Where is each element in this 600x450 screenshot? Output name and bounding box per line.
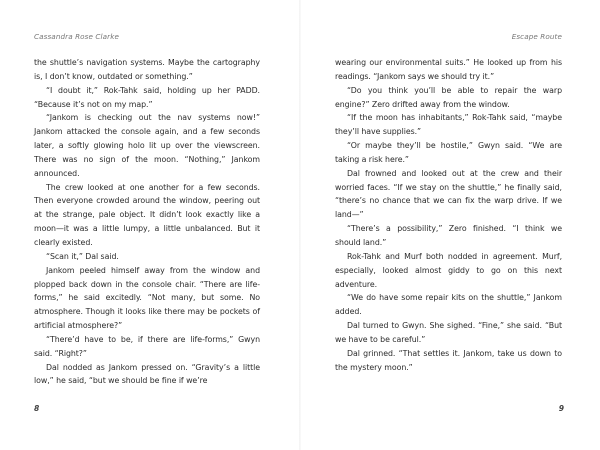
paragraph: “I doubt it,” Rok-Tahk said, holding up her PADD. “Because it’s not on my map.” (34, 85, 260, 109)
paragraph: Dal grinned. “That settles it. Jankom, take us down to the mystery moon.” (335, 348, 562, 372)
paragraph: “There’s a possibility,” Zero finished. “I think we should land.” (335, 224, 562, 247)
paragraph: The crew looked at one another for a few seconds. Then everyone crowded around the window, peering out at the strange, pale object. It didn’t look exactly like a moon—it was a little lumpy, a little unbalanced. But it clearly existed. (34, 182, 260, 247)
paragraph: the shuttle’s navigation systems. Maybe the cartography is, I don’t know, outdated or something.” (34, 58, 260, 81)
paragraph: “Scan it,” Dal said. (46, 251, 119, 261)
running-head-author: Cassandra Rose Clarke (34, 32, 119, 41)
paragraph: wearing our environmental suits.” He looked up from his readings. “Jankom says we should try it.” (335, 58, 562, 81)
paragraph: Rok-Tahk and Murf both nodded in agreement. Murf, especially, looked almost giddy to go on this next adventure. (335, 251, 562, 289)
paragraph: “Or maybe they’ll be hostile,” Gwyn said. “We are taking a risk here.” (335, 141, 562, 164)
page-number-left: 8 (34, 404, 40, 413)
paragraph: Jankom peeled himself away from the window and plopped back down in the console chair. “There are life-forms,” he said excitedly. “Not many, but some. No atmosphere. Though it looks like there may be pockets of artificial atmosphere?” (34, 265, 260, 331)
paragraph: “Do you think you’ll be able to repair the warp engine?” Zero drifted away from the window. (335, 85, 562, 109)
paragraph: Dal frowned and looked out at the crew and their worried faces. “If we stay on the shuttle,” he finally said, “there’s no chance that we can fix the warp drive. If we land—” (335, 168, 562, 220)
page-number-right: 9 (558, 404, 564, 413)
right-page-text (335, 56, 562, 374)
paragraph: “We do have some repair kits on the shuttle,” Jankom added. (335, 293, 562, 317)
paragraph: “There’d have to be, if there are life-forms,” Gwyn said. “Right?” (34, 334, 260, 358)
right-page (300, 0, 600, 450)
paragraph: “If the moon has inhabitants,” Rok-Tahk said, “maybe they’ll have supplies.” (335, 113, 562, 137)
paragraph: “Jankom is checking out the nav systems now!” Jankom attacked the console again, and a few seconds later, a softly glowing holo lit up over the viewscreen. There was no sign of the moon. “Nothing,” Jankom announced. (34, 113, 260, 178)
running-head-title: Escape Route (511, 32, 562, 41)
paragraph: Dal turned to Gwyn. She sighed. “Fine,” she said. “But we have to be careful.” (335, 321, 562, 344)
left-page-text (34, 56, 260, 388)
paragraph: Dal nodded as Jankom pressed on. “Gravity’s a little low,” he said, “but we should be fine if we’re (34, 362, 260, 386)
